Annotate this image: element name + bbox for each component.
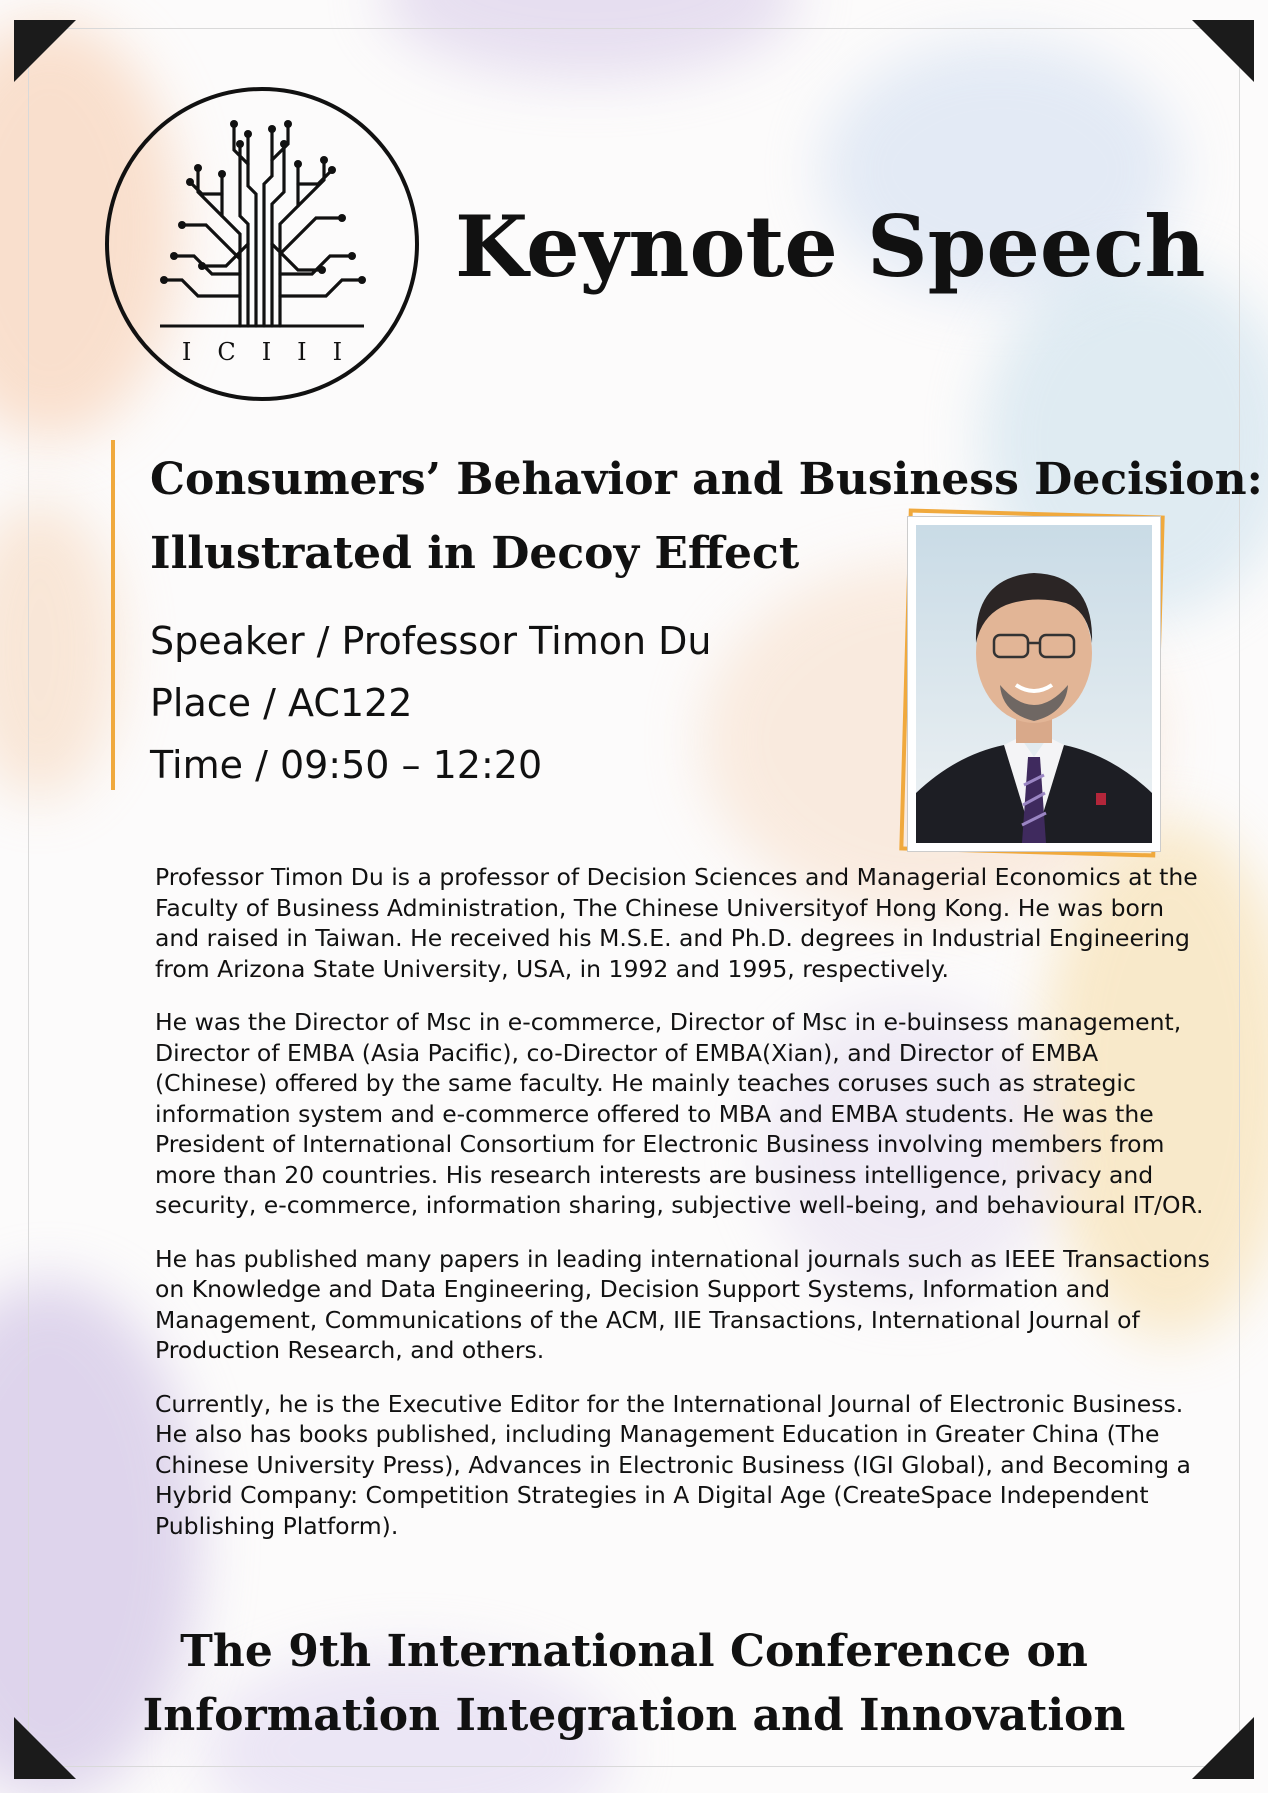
- place-line: Place / AC122: [150, 681, 413, 725]
- speaker-photo: [908, 517, 1160, 851]
- photo-corner-top-left: [14, 20, 76, 82]
- bio-paragraph-1: Professor Timon Du is a professor of Decision Sciences and Managerial Economics at the Faculty of Business Administration, The Chinese Universityof Hong Kong. He was born and raised in Taiwan. He received his M.S.E. and Ph.D. degrees in Industrial Engineering from Arizona State University, USA, in 1992 and 1995, respectively.: [155, 863, 1198, 983]
- speaker-portrait-icon: [916, 525, 1152, 843]
- conference-name-line-2: Information Integration and Innovation: [142, 1690, 1126, 1741]
- talk-title-line-2: Illustrated in Decoy Effect: [150, 528, 800, 579]
- speaker-biography: [155, 862, 1215, 1564]
- accent-bar: [111, 440, 115, 790]
- speaker-line: Speaker / Professor Timon Du: [150, 619, 712, 663]
- bio-paragraph-3: He has published many papers in leading international journals such as IEEE Transactions on Knowledge and Data Engineering, Decision Support Systems, Information and Management, Communications of the ACM, IIE Transactions, International Journal of Production Research, and others.: [155, 1244, 1210, 1364]
- talk-title-line-1: Consumers’ Behavior and Business Decision:: [150, 454, 1263, 505]
- conference-name: [0, 1620, 1268, 1748]
- bio-paragraph-4: Currently, he is the Executive Editor for the International Journal of Electronic Business. He also has books published, including Management Education in Greater China (The Chinese University Press), Advances in Electronic Business (IGI Global), and Becoming a Hybrid Company: Competition Strategies in A Digital Age (CreateSpace Independent Publishing Platform).: [155, 1389, 1191, 1540]
- bio-paragraph-2: He was the Director of Msc in e-commerce, Director of Msc in e-buinsess management, Director of EMBA (Asia Pacific), co-Director of EMBA(Xian), and Director of EMBA (Chinese) offered by the same faculty. He mainly teaches coruses such as strategic information system and e-commerce offered to MBA and EMBA students. He was the President of International Consortium for Electronic Business involving members from more than 20 countries. His research interests are business intelligence, privacy and security, e-commerce, information sharing, subjective well-being, and behavioural IT/OR.: [155, 1008, 1204, 1219]
- page-title: Keynote Speech: [455, 197, 1206, 296]
- logo-lettering: ICIII: [181, 338, 369, 366]
- photo-corner-top-right: [1192, 20, 1254, 82]
- conference-logo: [102, 84, 422, 404]
- session-info: [150, 610, 711, 796]
- conference-name-line-1: The 9th International Conference on: [180, 1626, 1088, 1677]
- time-line: Time / 09:50 – 12:20: [150, 743, 543, 787]
